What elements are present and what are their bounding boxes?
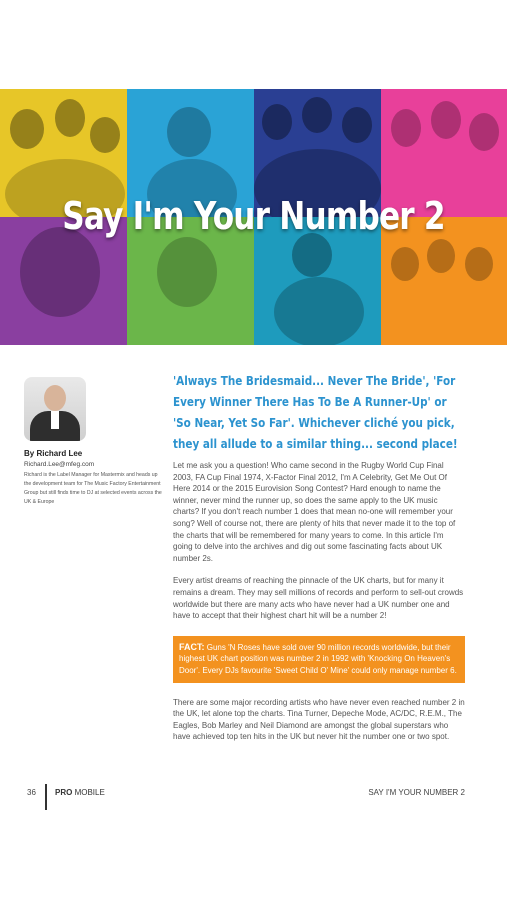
magazine-name-light: MOBILE [74, 788, 105, 797]
footer-divider [45, 784, 47, 810]
author-name: By Richard Lee [24, 449, 83, 458]
section-name: SAY I'M YOUR NUMBER 2 [368, 788, 465, 797]
article-paragraph: Every artist dreams of reaching the pinnacle of the UK charts, but for many it remains a dream. They may sell millions of records and perform to sell-out crowds worldwide but there are many acts who have never had a UK number one and have to accept that their highest chart hit will be a number 2! [173, 576, 464, 621]
article-intro: 'Always The Bridesmaid... Never The Bride', 'For Every Winner There Has To Be A Runner-Up' or 'So Near, Yet So Far'. Whichever cliché you pick, they all allude to a similar thing... second place! [173, 373, 458, 451]
page-number: 36 [27, 788, 36, 797]
article-body [173, 370, 465, 743]
magazine-name-bold: PRO [55, 788, 73, 797]
article-paragraph: Let me ask you a question! Who came second in the Rugby World Cup Final 2003, FA Cup Final 1974, X-Factor Final 2012, I'm A Celebrity, Get Me Out Of Here 2014 or the 2015 Eurovision Song Contest? Hard enough to name the winner, never mind the runner up, so does the same apply to the UK music charts? If you don't reach number 1 does that mean no-one will remember your song? Well of course not, there are plenty of hits that never made it to the top of the charts that will be remembered for many years to come. In this article I'm going to delve into the archives and dig out some fascinating facts about UK number 2s. [173, 461, 456, 563]
author-bio: Richard is the Label Manager for Mastermix and heads up the development team for The Music Factory Entertainment Group but still finds time to DJ at selected events across the UK & Europe [24, 472, 162, 505]
hero-banner [0, 89, 507, 345]
author-email[interactable]: Richard.Lee@mfeg.com [24, 461, 95, 468]
fact-label: FACT: [179, 641, 205, 652]
page-footer [0, 786, 507, 812]
author-avatar [24, 377, 86, 441]
article-title: Say I'm Your Number 2 [62, 194, 445, 238]
fact-text: Guns 'N Roses have sold over 90 million records worldwide, but their highest UK chart position was number 2 in 1992 with 'Knocking On Heaven's Door'. Every DJs favourite 'Sweet Child O' Mine' could only manage number 6. [179, 642, 457, 675]
magazine-name [55, 788, 105, 797]
fact-box [173, 636, 465, 683]
article-paragraph: There are some major recording artists who have never even reached number 2 in the UK, let alone top the charts. Tina Turner, Depeche Mode, AC/DC, R.E.M., The Eagles, Bob Marley and Neil Diamond are amongst the global superstars who have achieved top ten hits in the UK but never hit the number one or two spot. [173, 697, 465, 742]
author-sidebar [24, 377, 164, 507]
